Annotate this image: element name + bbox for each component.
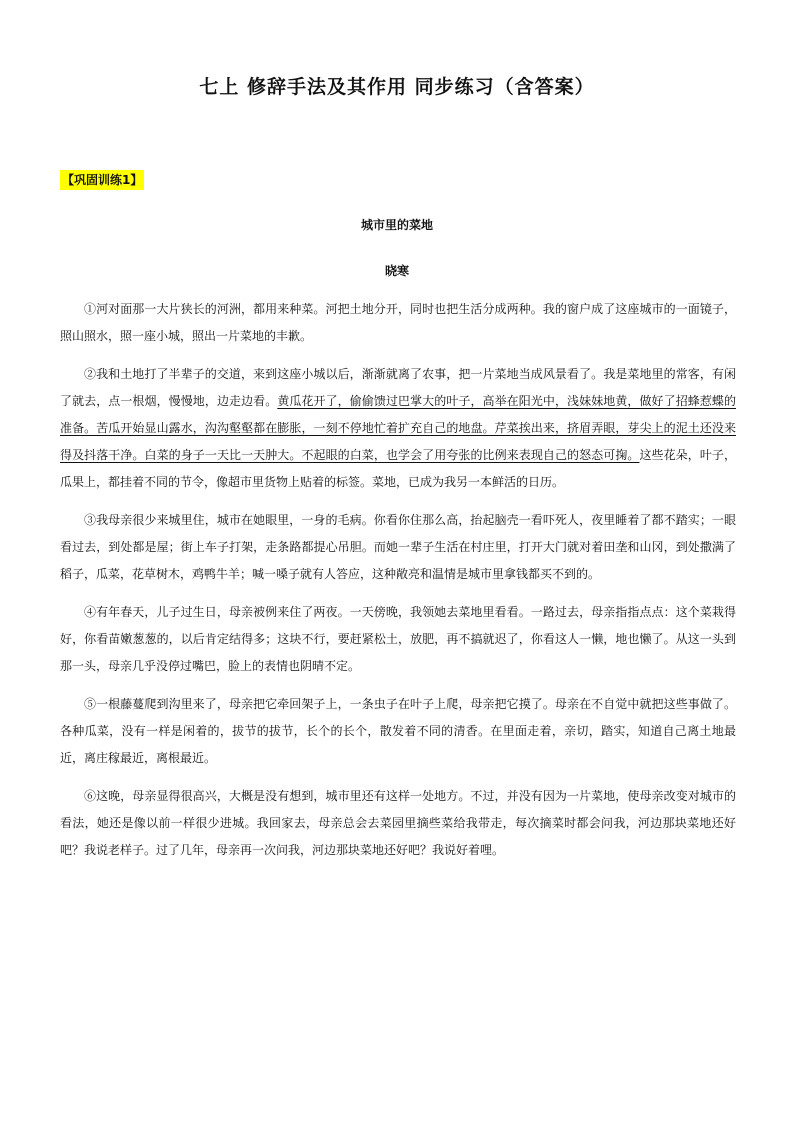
- article-body: [60, 296, 736, 875]
- paragraph-text: ①河对面那一大片狭长的河洲，都用来种菜。河把土地分开，同时也把生活分成两种。我的窗户成了这座城市的一面镜子，照山照水，照一座小城，照出一片菜地的丰歉。: [60, 302, 736, 343]
- underlined-passage: 黄瓜花开了，偷偷馈过巴掌大的叶子，高举在阳光中，浅妹妹地黄，做好了招蜂惹蝶的准备。苦瓜开始显山露水，沟沟壑壑都在膨胀，一刻不停地忙着扩充自己的地盘。芹菜挨出来，挤眉弄眼，芽尖上的泥土还没来得及抖落干净。白菜的身子一天比一天肿大。不起眼的白菜，也学会了用夸张的比例来表现自己的怒态可掬。: [60, 394, 736, 462]
- paragraph-4: [60, 599, 736, 680]
- article-author: 晓寒: [384, 264, 409, 278]
- paragraph-1: [60, 296, 736, 350]
- section-tag: 【巩固训练1】: [60, 170, 144, 190]
- paragraph-2: [60, 361, 736, 496]
- paragraph-text: ③我母亲很少来城里住，城市在她眼里，一身的毛病。你看你住那么高，抬起脑壳一看吓死人，夜里睡着了都不踏实；一眼看过去，到处都是屋；街上车子打架，走条路都提心吊胆。而她一辈子生活在村庄里，打开大门就对着田垄和山冈，到处撒满了稻子，瓜菜，花草树木，鸡鸭牛羊；喊一嗓子就有人答应，这种敞亮和温情是城市里拿钱都买不到的。: [60, 513, 736, 581]
- paragraph-text: ⑤一根藤蔓爬到沟里来了，母亲把它牵回架子上，一条虫子在叶子上爬，母亲把它摸了。母亲在不自觉中就把这些事做了。各种瓜菜，没有一样是闲着的，拔节的拔节，长个的长个，散发着不同的清香。在里面走着，亲切，踏实，知道自己离土地最近，离庄稼最近，离根最近。: [60, 697, 736, 765]
- paragraph-text: ④有年春天，儿子过生日，母亲被例来住了两夜。一天傍晚，我领她去菜地里看看。一路过去，母亲指指点点：这个菜栽得好，你看苗嫩葱葱的，以后肯定结得多；这块不行，要赶紧松土，放肥，再不搞就迟了，你看这人一懒，地也懒了。从这一头到那一头，母亲几乎没停过嘴巴，脸上的表情也阴晴不定。: [60, 605, 736, 673]
- paragraph-5: [60, 691, 736, 772]
- article-title: 城市里的菜地: [360, 218, 433, 232]
- paragraph-text: ⑥这晚，母亲显得很高兴，大概是没有想到，城市里还有这样一处地方。不过，并没有因为一片菜地，使母亲改变对城市的看法，她还是像以前一样很少进城。我回家去，母亲总会去菜园里摘些菜给我带走，每次摘菜时都会问我，河边那块菜地还好吧？我说老样子。过了几年，母亲再一次问我，河边那块菜地还好吧？我说好着哩。: [60, 789, 736, 857]
- paragraph-text-after: 这些花朵，叶子，瓜果上，都挂着不同的节令，像超市里货物上贴着的标签。菜地，已成为我另一本鲜活的日历。: [60, 448, 736, 489]
- page-title: 七上 修辞手法及其作用 同步练习（含答案）: [199, 76, 595, 98]
- paragraph-6: [60, 783, 736, 864]
- paragraph-3: [60, 507, 736, 588]
- paragraph-text: ②我和土地打了半辈子的交道，来到这座小城以后，渐渐就离了农事，把一片菜地当成风景看了。我是菜地里的常客，有闲了就去，点一根烟，慢慢地，边走边看。: [60, 367, 736, 408]
